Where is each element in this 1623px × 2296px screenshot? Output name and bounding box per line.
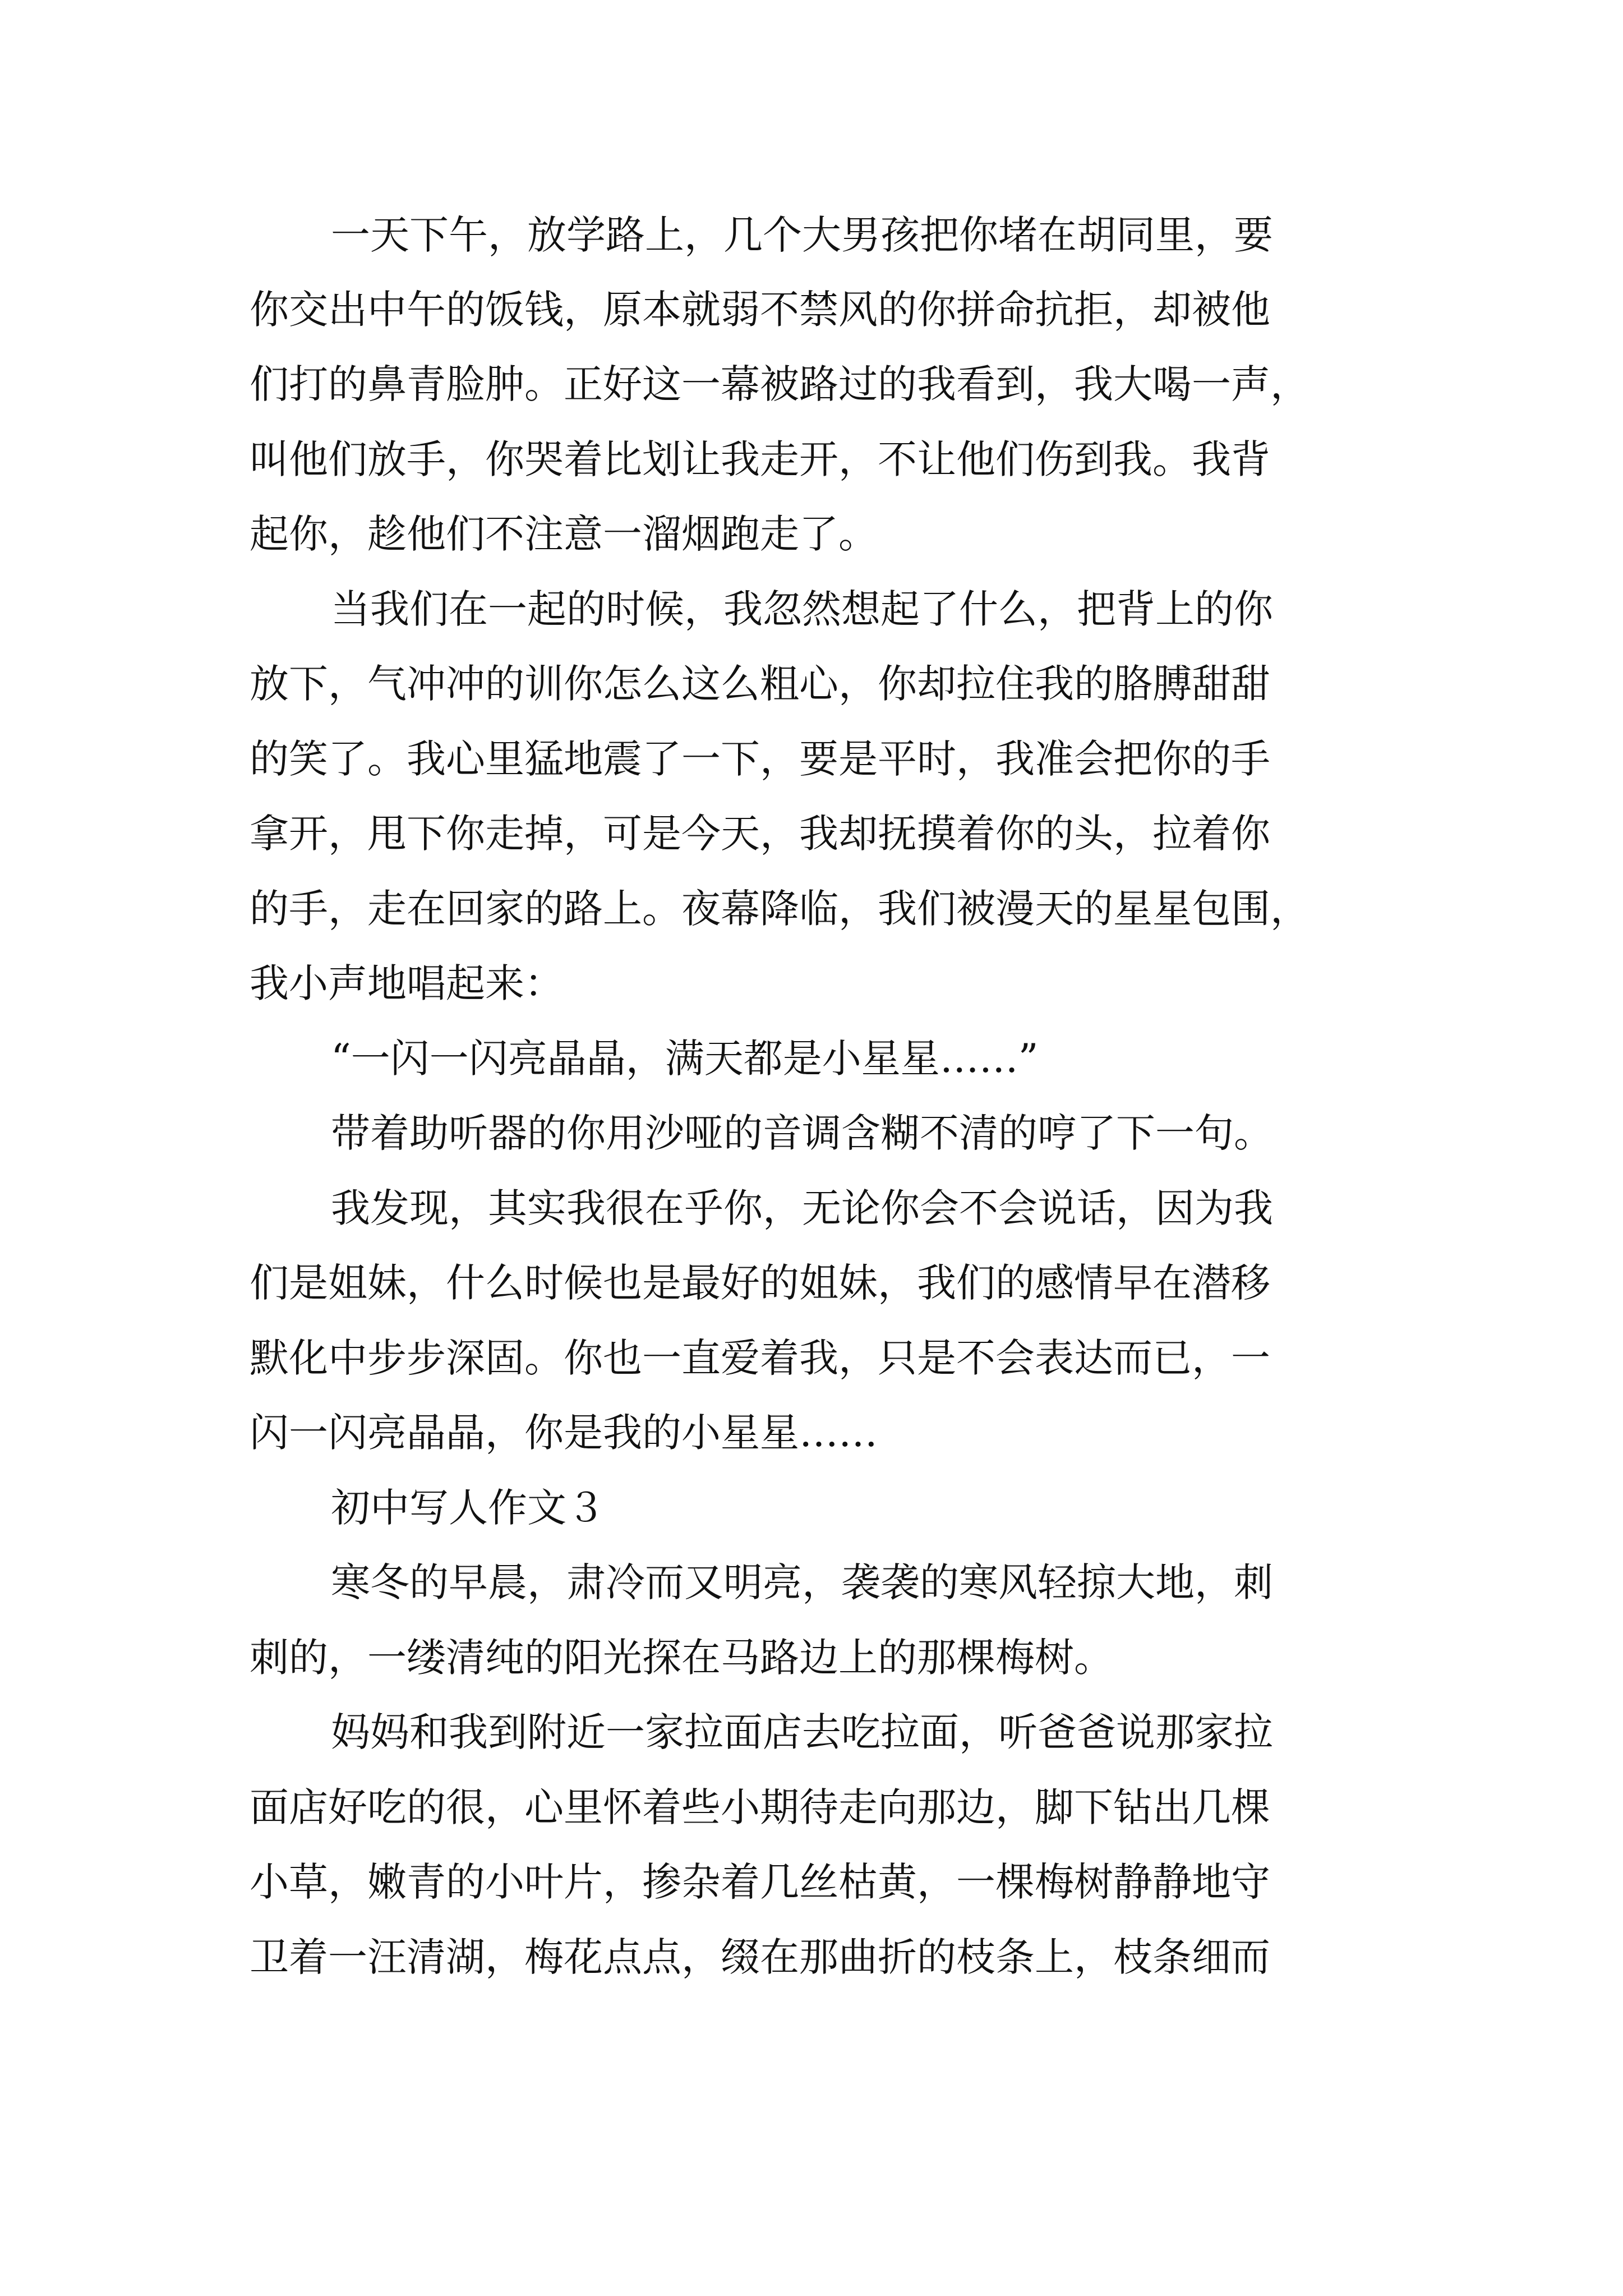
- text-line: 面店好吃的很，心里怀着些小期待走向那边，脚下钻出几棵: [250, 1784, 1270, 1830]
- text-line: 你交出中午的饭钱，原本就弱不禁风的你拼命抗拒，却被他: [250, 287, 1270, 333]
- text-line: 的笑了。我心里猛地震了一下，要是平时，我准会把你的手: [250, 736, 1270, 782]
- text-line: 拿开，甩下你走掉，可是今天，我却抚摸着你的头，拉着你: [250, 811, 1270, 857]
- text-line: 们是姐妹，什么时候也是最好的姐妹，我们的感情早在潜移: [250, 1260, 1270, 1306]
- text-line: 带着助听器的你用沙哑的音调含糊不清的哼了下一句。: [331, 1110, 1273, 1156]
- text-line: 刺的，一缕清纯的阳光探在马路边上的那棵梅树。: [250, 1635, 1113, 1681]
- text-line: 叫他们放手，你哭着比划让我走开，不让他们伤到我。我背: [250, 436, 1270, 482]
- text-line: 寒冬的早晨，肃冷而又明亮，袭袭的寒风轻掠大地，刺: [331, 1559, 1273, 1605]
- text-line: 闪一闪亮晶晶，你是我的小星星……: [250, 1410, 878, 1456]
- text-line: 起你，趁他们不注意一溜烟跑走了。: [250, 511, 878, 557]
- text-line: 的手，走在回家的路上。夜幕降临，我们被漫天的星星包围，: [250, 886, 1310, 932]
- text-line: 们打的鼻青脸肿。正好这一幕被路过的我看到，我大喝一声，: [250, 361, 1310, 407]
- text-line: 我小声地唱起来：: [250, 960, 564, 1006]
- text-line: 卫着一汪清湖，梅花点点，缀在那曲折的枝条上，枝条细而: [250, 1934, 1270, 1980]
- section-heading: 初中写人作文３: [331, 1485, 606, 1531]
- text-line: 一天下午，放学路上，几个大男孩把你堵在胡同里，要: [331, 212, 1273, 258]
- text-line: 我发现，其实我很在乎你，无论你会不会说话，因为我: [331, 1185, 1273, 1231]
- text-line: 当我们在一起的时候，我忽然想起了什么，把背上的你: [331, 586, 1273, 632]
- text-line: 妈妈和我到附近一家拉面店去吃拉面，听爸爸说那家拉: [331, 1709, 1273, 1755]
- text-line: 放下，气冲冲的训你怎么这么粗心，你却拉住我的胳膊甜甜: [250, 661, 1270, 707]
- text-line: “一闪一闪亮晶晶，满天都是小星星……”: [331, 1036, 1039, 1082]
- text-line: 小草，嫩青的小叶片，掺杂着几丝枯黄，一棵梅树静静地守: [250, 1859, 1270, 1905]
- text-line: 默化中步步深固。你也一直爱着我，只是不会表达而已，一: [250, 1335, 1270, 1381]
